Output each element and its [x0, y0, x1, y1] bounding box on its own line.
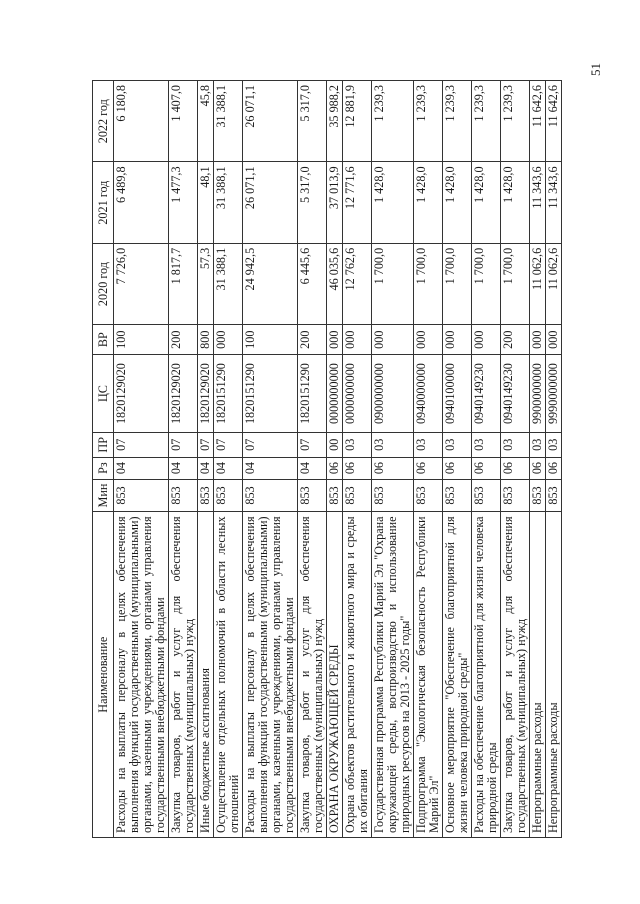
cell-2020	[243, 243, 298, 324]
cell-pr	[214, 432, 243, 457]
header-2022: 2022 год	[93, 81, 114, 162]
cell-pr	[472, 432, 501, 457]
cell-vr-value: 100	[114, 330, 128, 349]
cell-2021	[414, 162, 443, 243]
cell-pr	[372, 432, 414, 457]
cell-rz	[327, 457, 343, 479]
cell-cs-value: 0940000000	[414, 363, 428, 425]
cell-2022-value: 35 988,2	[327, 85, 341, 128]
cell-vr	[243, 325, 298, 355]
cell-rz-value: 06	[443, 461, 457, 475]
cell-pr	[243, 432, 298, 457]
budget-table-sheet	[92, 80, 615, 838]
cell-2020	[472, 243, 501, 324]
table-row	[114, 81, 169, 838]
cell-vr	[443, 325, 472, 355]
cell-rz-value: 04	[243, 461, 257, 475]
header-rz: Рз	[93, 457, 114, 479]
cell-vr-value: 000	[546, 330, 560, 349]
cell-2021-value: 12 771,6	[343, 166, 357, 210]
cell-pr-value: 07	[169, 438, 183, 451]
cell-rz	[372, 457, 414, 479]
cell-vr	[327, 325, 343, 355]
cell-min-value: 853	[443, 486, 457, 505]
cell-vr	[114, 325, 169, 355]
cell-min	[372, 479, 414, 512]
cell-2020-value: 6 445,6	[298, 247, 312, 285]
cell-min	[546, 479, 562, 512]
cell-2022	[198, 81, 214, 162]
cell-2020	[198, 243, 214, 324]
cell-2022-value: 1 239,3	[472, 85, 486, 122]
cell-2022	[372, 81, 414, 162]
cell-2022	[546, 81, 562, 162]
cell-min	[214, 479, 243, 512]
table-row	[243, 81, 298, 838]
cell-2022-value: 45,8	[198, 85, 212, 107]
cell-min	[198, 479, 214, 512]
cell-2022	[243, 81, 298, 162]
cell-pr	[546, 432, 562, 457]
cell-cs	[327, 355, 343, 433]
cell-2021	[343, 162, 372, 243]
cell-rz	[343, 457, 372, 479]
cell-rz	[472, 457, 501, 479]
cell-2020	[501, 243, 530, 324]
cell-pr-value: 07	[198, 438, 212, 451]
cell-cs	[443, 355, 472, 433]
cell-2020	[443, 243, 472, 324]
cell-vr	[414, 325, 443, 355]
table-row	[530, 81, 546, 838]
cell-name: Закупка товаров, работ и услуг для обеспечения государственных (муниципальных) нужд	[298, 512, 327, 838]
cell-2020-value: 1 700,0	[443, 247, 457, 285]
cell-2022-value: 1 407,0	[169, 85, 183, 122]
cell-2020-value: 24 942,5	[243, 247, 257, 291]
table-body	[114, 81, 562, 838]
cell-2021-value: 1 428,0	[372, 166, 386, 203]
cell-cs-value: 1820151290	[214, 363, 228, 425]
cell-cs	[169, 355, 198, 433]
cell-rz-value: 06	[546, 461, 560, 475]
cell-rz-value: 06	[501, 461, 515, 475]
cell-pr-value: 03	[501, 438, 515, 451]
cell-2022-value: 12 881,9	[343, 85, 357, 128]
cell-rz	[443, 457, 472, 479]
cell-cs-value: 0940149230	[501, 363, 515, 425]
cell-2020-value: 31 388,1	[214, 247, 228, 291]
cell-min-value: 853	[546, 486, 560, 505]
cell-min	[472, 479, 501, 512]
cell-2021-value: 5 317,0	[298, 166, 312, 203]
cell-cs-value: 9900000000	[530, 363, 544, 425]
cell-2020-value: 1 817,7	[169, 247, 183, 285]
cell-pr	[414, 432, 443, 457]
cell-rz-value: 06	[530, 461, 544, 475]
cell-2020	[372, 243, 414, 324]
cell-2021-value: 1 428,0	[472, 166, 486, 203]
cell-vr-value: 000	[343, 330, 357, 349]
cell-2020	[298, 243, 327, 324]
cell-2021-value: 48,1	[198, 166, 212, 188]
table-row	[343, 81, 372, 838]
cell-rz	[169, 457, 198, 479]
cell-name: Расходы на выплаты персоналу в целях обеспечения выполнения функций государственными (муниципальными) органами, казенными учреждениями, органами управления государственными внебюджетными фондами	[243, 512, 298, 838]
cell-pr-value: 03	[414, 438, 428, 451]
cell-min	[327, 479, 343, 512]
cell-vr	[214, 325, 243, 355]
cell-name: Иные бюджетные ассигнования	[198, 512, 214, 838]
cell-min	[414, 479, 443, 512]
cell-2020	[169, 243, 198, 324]
cell-cs	[530, 355, 546, 433]
header-vr: ВР	[93, 325, 114, 355]
cell-2021-value: 37 013,9	[327, 166, 341, 210]
cell-rz	[414, 457, 443, 479]
cell-2021-value: 26 071,1	[243, 166, 257, 210]
cell-min	[114, 479, 169, 512]
cell-vr	[472, 325, 501, 355]
table-row	[501, 81, 530, 838]
cell-rz	[298, 457, 327, 479]
cell-cs	[114, 355, 169, 433]
cell-rz-value: 06	[343, 461, 357, 475]
cell-vr	[530, 325, 546, 355]
cell-pr-value: 07	[243, 438, 257, 451]
cell-min-value: 853	[530, 486, 544, 505]
cell-pr	[530, 432, 546, 457]
header-min: Мин	[93, 479, 114, 512]
cell-vr-value: 000	[372, 330, 386, 349]
cell-vr-value: 200	[501, 330, 515, 349]
cell-vr-value: 000	[472, 330, 486, 349]
cell-2022	[501, 81, 530, 162]
cell-rz-value: 04	[214, 461, 228, 475]
cell-2022	[298, 81, 327, 162]
cell-2020	[214, 243, 243, 324]
cell-name: Расходы на обеспечение благоприятной для жизни человека природной среды	[472, 512, 501, 838]
cell-2022	[530, 81, 546, 162]
cell-2020	[546, 243, 562, 324]
table-row	[472, 81, 501, 838]
cell-2022-value: 6 180,8	[114, 85, 128, 122]
cell-2022	[443, 81, 472, 162]
cell-name: Осуществление отдельных полномочий в области лесных отношений	[214, 512, 243, 838]
cell-2022	[414, 81, 443, 162]
cell-min-value: 853	[114, 486, 128, 505]
cell-2020	[530, 243, 546, 324]
cell-2021	[298, 162, 327, 243]
cell-min-value: 853	[327, 486, 341, 505]
cell-2022-value: 26 071,1	[243, 85, 257, 128]
cell-vr-value: 200	[169, 330, 183, 349]
cell-vr-value: 200	[298, 330, 312, 349]
cell-cs-value: 1820129020	[169, 363, 183, 425]
table-row	[214, 81, 243, 838]
table-row	[546, 81, 562, 838]
cell-cs-value: 1820151290	[298, 363, 312, 425]
cell-name: Основное мероприятие "Обеспечение благоприятной для жизни человека природной среды"	[443, 512, 472, 838]
cell-2021	[169, 162, 198, 243]
cell-2021-value: 6 489,8	[114, 166, 128, 203]
cell-pr-value: 07	[214, 438, 228, 451]
cell-2021	[546, 162, 562, 243]
cell-pr	[501, 432, 530, 457]
cell-pr	[443, 432, 472, 457]
cell-cs-value: 0940100000	[443, 363, 457, 425]
cell-pr-value: 03	[443, 438, 457, 451]
table-row	[414, 81, 443, 838]
cell-rz-value: 06	[327, 461, 341, 475]
cell-cs-value: 0000000000	[343, 363, 357, 425]
cell-min	[530, 479, 546, 512]
cell-min	[501, 479, 530, 512]
cell-pr	[169, 432, 198, 457]
cell-2022-value: 1 239,3	[501, 85, 515, 122]
cell-pr-value: 03	[472, 438, 486, 451]
cell-min-value: 853	[501, 486, 515, 505]
cell-name: Подпрограмма "Экологическая безопасность Республики Марий Эл"	[414, 512, 443, 838]
cell-vr-value: 000	[443, 330, 457, 349]
cell-2021	[443, 162, 472, 243]
cell-name: Непрограммные расходы	[530, 512, 546, 838]
cell-rz	[198, 457, 214, 479]
cell-rz	[243, 457, 298, 479]
cell-2020-value: 12 762,6	[343, 247, 357, 291]
cell-pr-value: 07	[298, 438, 312, 451]
cell-2020-value: 1 700,0	[501, 247, 515, 285]
cell-rz	[530, 457, 546, 479]
cell-cs	[243, 355, 298, 433]
table-row	[372, 81, 414, 838]
cell-rz-value: 06	[414, 461, 428, 475]
cell-cs-value: 1820129020	[198, 363, 212, 425]
cell-rz-value: 06	[372, 461, 386, 475]
cell-vr-value: 000	[327, 330, 341, 349]
cell-2021-value: 1 477,3	[169, 166, 183, 203]
cell-cs-value: 1820129020	[114, 363, 128, 425]
cell-2022	[214, 81, 243, 162]
cell-cs-value: 1820151290	[243, 363, 257, 425]
cell-2022	[472, 81, 501, 162]
cell-min	[169, 479, 198, 512]
cell-2021	[501, 162, 530, 243]
cell-2021	[198, 162, 214, 243]
cell-vr-value: 000	[530, 330, 544, 349]
cell-rz-value: 06	[472, 461, 486, 475]
cell-2022-value: 1 239,3	[443, 85, 457, 122]
table-header-row	[93, 81, 114, 838]
header-2020: 2020 год	[93, 243, 114, 324]
cell-name: Государственная программа Республики Марий Эл "Охрана окружающей среды, воспроизводство и использование природных ресурсов на 2013 - 2025 годы"	[372, 512, 414, 838]
header-cs: ЦС	[93, 355, 114, 433]
cell-cs-value: 0940149230	[472, 363, 486, 425]
cell-rz-value: 04	[169, 461, 183, 475]
cell-cs-value: 9990000000	[546, 363, 560, 425]
cell-pr-value: 07	[114, 438, 128, 451]
cell-rz	[546, 457, 562, 479]
cell-2022-value: 1 239,3	[372, 85, 386, 122]
cell-vr-value: 100	[243, 330, 257, 349]
cell-2020-value: 46 035,6	[327, 247, 341, 291]
cell-2022-value: 5 317,0	[298, 85, 312, 122]
cell-vr	[198, 325, 214, 355]
header-2021: 2021 год	[93, 162, 114, 243]
cell-name: Непрограммные расходы	[546, 512, 562, 838]
cell-2021	[530, 162, 546, 243]
table-row	[198, 81, 214, 838]
cell-min-value: 853	[298, 486, 312, 505]
cell-min-value: 853	[414, 486, 428, 505]
cell-vr	[501, 325, 530, 355]
budget-table	[92, 80, 562, 838]
cell-cs-value: 0000000000	[327, 363, 341, 425]
cell-2021-value: 11 343,6	[546, 166, 560, 209]
cell-rz-value: 04	[198, 461, 212, 475]
cell-name: Охрана объектов растительного и животного мира и среды их обитания	[343, 512, 372, 838]
cell-cs	[343, 355, 372, 433]
cell-2020-value: 11 062,6	[546, 247, 560, 291]
cell-2021	[214, 162, 243, 243]
cell-2021	[327, 162, 343, 243]
cell-pr	[114, 432, 169, 457]
cell-vr	[546, 325, 562, 355]
cell-2022-value: 11 642,6	[530, 85, 544, 128]
cell-2020-value: 1 700,0	[414, 247, 428, 285]
cell-2020-value: 57,3	[198, 247, 212, 270]
cell-vr	[343, 325, 372, 355]
cell-2022-value: 31 388,1	[214, 85, 228, 128]
cell-min-value: 853	[214, 486, 228, 505]
cell-min	[298, 479, 327, 512]
cell-pr	[198, 432, 214, 457]
cell-name: ОХРАНА ОКРУЖАЮЩЕЙ СРЕДЫ	[327, 512, 343, 838]
cell-rz	[501, 457, 530, 479]
table-row	[443, 81, 472, 838]
page-number: 51	[588, 63, 603, 76]
cell-min	[443, 479, 472, 512]
cell-2021-value: 1 428,0	[501, 166, 515, 203]
cell-rz-value: 04	[114, 461, 128, 475]
cell-cs	[198, 355, 214, 433]
cell-vr	[372, 325, 414, 355]
cell-pr	[343, 432, 372, 457]
cell-pr-value: 03	[343, 438, 357, 451]
cell-cs	[472, 355, 501, 433]
cell-pr-value: 00	[327, 438, 341, 451]
cell-rz	[114, 457, 169, 479]
cell-pr-value: 03	[530, 438, 544, 451]
cell-2021-value: 11 343,6	[530, 166, 544, 209]
cell-name: Расходы на выплаты персоналу в целях обеспечения выполнения функций государственными (муниципальными) органами, казенными учреждениями, органами управления государственными внебюджетными фондами	[114, 512, 169, 838]
cell-2022-value: 1 239,3	[414, 85, 428, 122]
cell-2020-value: 1 700,0	[372, 247, 386, 285]
cell-min-value: 853	[198, 486, 212, 505]
cell-pr	[298, 432, 327, 457]
cell-vr	[298, 325, 327, 355]
cell-cs	[414, 355, 443, 433]
cell-2022-value: 11 642,6	[546, 85, 560, 128]
cell-2022	[169, 81, 198, 162]
cell-min-value: 853	[343, 486, 357, 505]
cell-rz-value: 04	[298, 461, 312, 475]
cell-2020-value: 7 726,0	[114, 247, 128, 285]
cell-2021	[372, 162, 414, 243]
cell-2020	[414, 243, 443, 324]
cell-cs	[546, 355, 562, 433]
cell-pr	[327, 432, 343, 457]
cell-rz	[214, 457, 243, 479]
cell-cs	[501, 355, 530, 433]
cell-vr	[169, 325, 198, 355]
cell-2020-value: 1 700,0	[472, 247, 486, 285]
header-pr: ПР	[93, 432, 114, 457]
cell-cs	[214, 355, 243, 433]
cell-2020-value: 11 062,6	[530, 247, 544, 291]
cell-cs	[372, 355, 414, 433]
cell-2021	[114, 162, 169, 243]
cell-cs-value: 0900000000	[372, 363, 386, 425]
cell-cs	[298, 355, 327, 433]
cell-2021-value: 1 428,0	[414, 166, 428, 203]
cell-2020	[114, 243, 169, 324]
cell-2021-value: 1 428,0	[443, 166, 457, 203]
cell-min	[343, 479, 372, 512]
cell-2021	[472, 162, 501, 243]
cell-min-value: 853	[169, 486, 183, 505]
cell-2022	[343, 81, 372, 162]
cell-2021	[243, 162, 298, 243]
cell-min-value: 853	[243, 486, 257, 505]
header-name: Наименование	[93, 512, 114, 838]
cell-2022	[327, 81, 343, 162]
cell-min	[243, 479, 298, 512]
cell-pr-value: 03	[546, 438, 560, 451]
cell-vr-value: 800	[198, 330, 212, 349]
cell-name: Закупка товаров, работ и услуг для обеспечения государственных (муниципальных) нужд	[169, 512, 198, 838]
cell-2020	[343, 243, 372, 324]
cell-2020	[327, 243, 343, 324]
cell-2021-value: 31 388,1	[214, 166, 228, 210]
cell-min-value: 853	[372, 486, 386, 505]
cell-pr-value: 03	[372, 438, 386, 451]
table-row	[327, 81, 343, 838]
cell-vr-value: 000	[214, 330, 228, 349]
table-row	[169, 81, 198, 838]
cell-min-value: 853	[472, 486, 486, 505]
cell-name: Закупка товаров, работ и услуг для обеспечения государственных (муниципальных) нужд	[501, 512, 530, 838]
cell-2022	[114, 81, 169, 162]
cell-vr-value: 000	[414, 330, 428, 349]
table-row	[298, 81, 327, 838]
